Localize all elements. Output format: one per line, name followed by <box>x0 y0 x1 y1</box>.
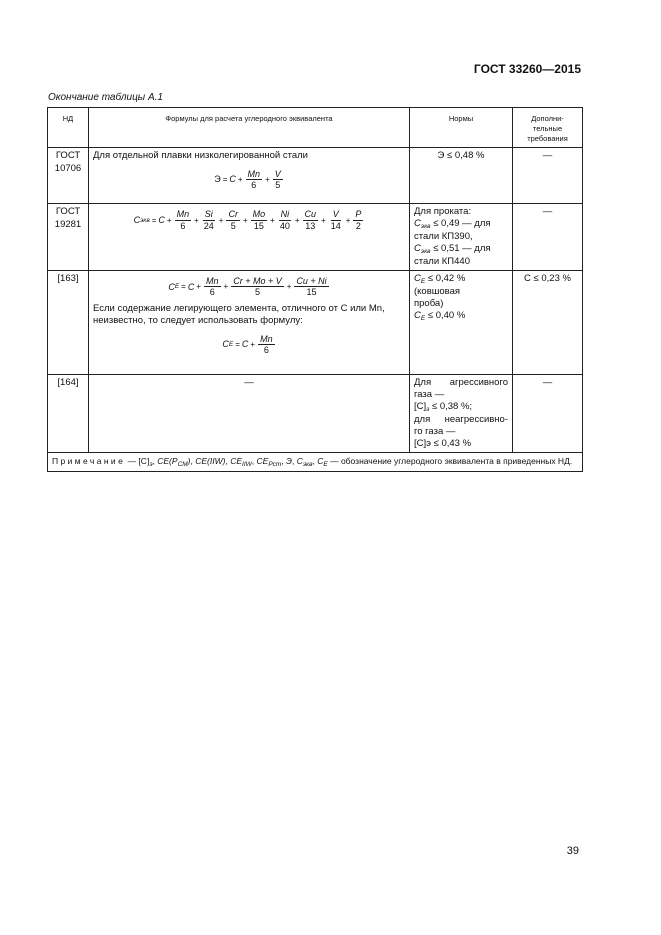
document-code: ГОСТ 33260—2015 <box>473 62 581 76</box>
header-nd: НД <box>48 108 89 148</box>
formula-cell <box>89 204 410 271</box>
extra-cell: C ≤ 0,23 % <box>513 271 583 375</box>
nd-cell: ГОСТ 19281 <box>48 204 89 271</box>
extra-cell: — <box>513 148 583 204</box>
table-row <box>48 148 583 204</box>
formula-fallback: C E = C + $\frac{Mn}{6}$ <box>222 333 273 355</box>
nd-cell: ГОСТ 10706 <box>48 148 89 204</box>
header-formula: Формулы для расчета углеродного эквивалента <box>89 108 410 148</box>
formula-cell <box>89 271 410 375</box>
extra-cell: — <box>513 375 583 453</box>
norm-cell: Для агрессивного газа — $[C]_э \le 0,38$ %; для неагрессивно- го газа — [C]э ≤ 0,43 % <box>410 375 513 453</box>
table-row <box>48 271 583 375</box>
page-number: 39 <box>566 845 579 857</box>
carbon-equivalent-table <box>47 107 583 472</box>
formula-intro: Для отдельной плавки низколегированной стали <box>93 150 308 162</box>
nd-cell: [163] <box>48 271 89 375</box>
header-row <box>48 108 583 148</box>
formula-note-text: Если содержание легирующего элемента, отличного от С или Mn, неизвестно, то следует использовать формулу: <box>93 302 385 327</box>
norm-cell: Э ≤ 0,48 % <box>410 148 513 204</box>
table-row <box>48 204 583 271</box>
formula: C E = C + $\frac{Mn}{6}$ + $\frac{Cr + Mo + V}{5}$ + $\frac{Cu + Ni}{15}$ <box>168 276 327 298</box>
table-row <box>48 375 583 453</box>
nd-cell: [164] <box>48 375 89 453</box>
formula: Э = C + $\frac{Mn}{6}$ + $\frac{V}{5}$ <box>214 168 281 190</box>
extra-cell: — <box>513 204 583 271</box>
table-caption: Окончание таблицы А.1 <box>48 92 163 103</box>
header-extra: Дополни- тельные требования <box>513 108 583 148</box>
table-note: Примечание — $[C]_э$, $CE(P_{CM})$, CE(IIW), $CE_{IIW}$, $CE_{Pcm}$, Э, $C_{экв}$, $C_E$ — обозначение углеродного эквивалента в приведенных НД. <box>48 452 583 471</box>
norm-cell: Для проката: $C_{экв} \le 0,49$ — для стали КП390, $C_{экв} \le 0,51$ — для стали КП440 <box>410 204 513 271</box>
formula-cell <box>89 148 410 204</box>
note-row <box>48 452 583 471</box>
header-norms: Нормы <box>410 108 513 148</box>
formula-cell: — <box>89 375 410 453</box>
formula: C экв = C + $\frac{Mn}{6}$ + $\frac{Si}{24}$ + $\frac{Cr}{5}$ + $\frac{Mo}{15}$ + $\frac{Ni}{40}$ + $\frac{Cu}{13}$ + $\frac{V}{14}$ + $\frac{P}{2}$ <box>133 209 362 231</box>
norm-cell: $C_E \le 0,42$ % (ковшовая проба) $C_E \le 0,40$ % <box>410 271 513 375</box>
